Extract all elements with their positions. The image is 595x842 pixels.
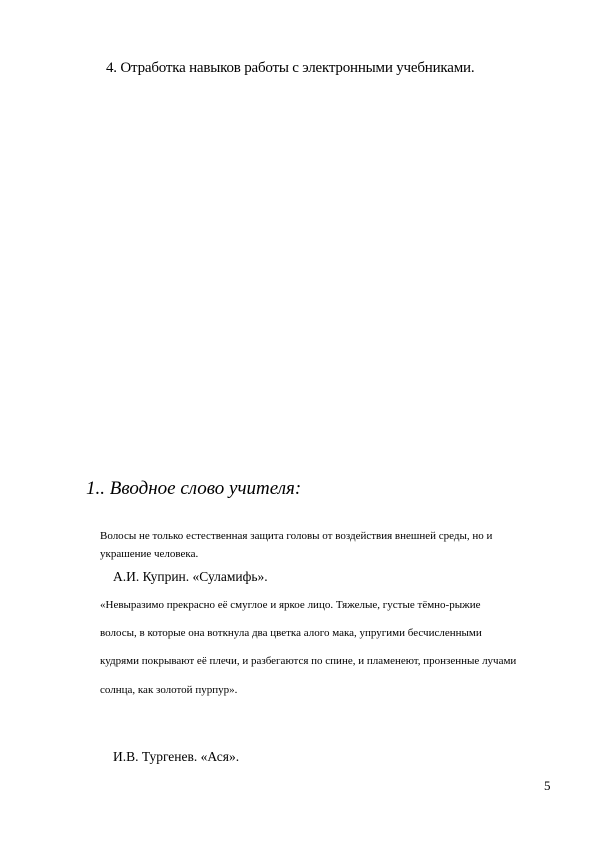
quote-line: «Невыразимо прекрасно её смуглое и яркое лицо. Тяжелые, густые тёмно-рыжие bbox=[100, 599, 481, 611]
quote-line: солнца, как золотой пурпур». bbox=[100, 684, 238, 696]
page-number: 5 bbox=[544, 778, 551, 793]
quote-attribution-kuprin: А.И. Куприн. «Суламифь». bbox=[113, 569, 268, 584]
intro-line: Волосы не только естественная защита головы от воздействия внешней среды, но и bbox=[100, 530, 493, 542]
intro-paragraph bbox=[100, 527, 540, 563]
quote-attribution-turgenev: И.В. Тургенев. «Ася». bbox=[113, 749, 240, 764]
quote-line: кудрями покрывают её плечи, и разбегаются по спине, и пламенеют, пронзенные лучами bbox=[100, 655, 517, 667]
section-heading: 1.. Вводное слово учителя: bbox=[86, 478, 302, 499]
list-item-4: 4. Отработка навыков работы с электронными учебниками. bbox=[106, 60, 475, 76]
quote-line: волосы, в которые она воткнула два цветка алого мака, упругими бесчисленными bbox=[100, 627, 482, 639]
intro-line: украшение человека. bbox=[100, 548, 199, 560]
